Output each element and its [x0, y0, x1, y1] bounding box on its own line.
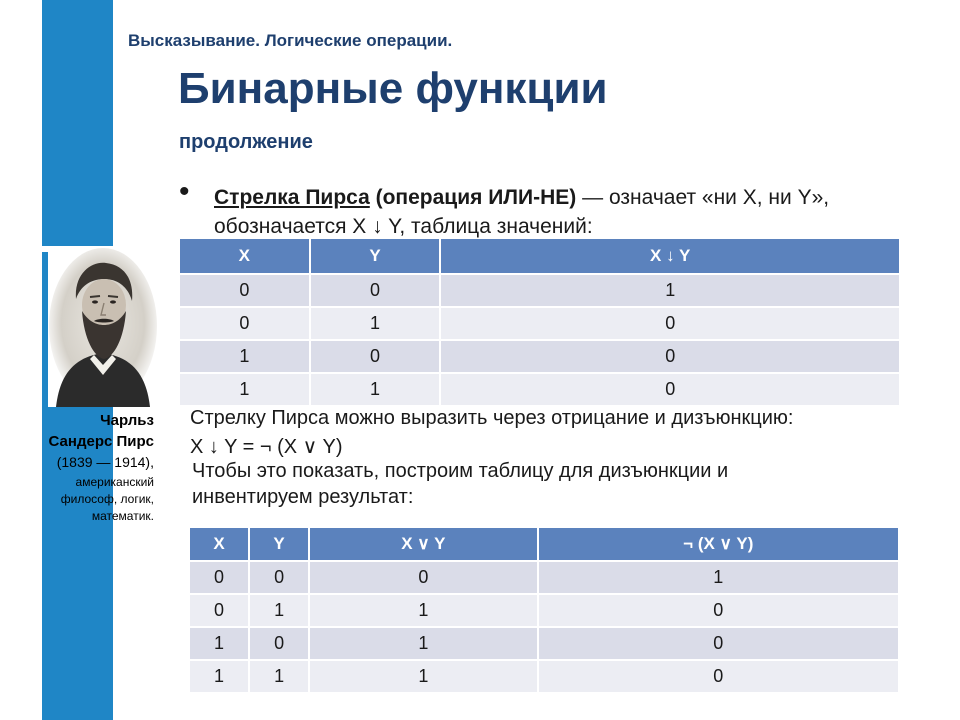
table-header-cell: X ∨ Y [310, 528, 537, 560]
table-cell: 0 [180, 275, 309, 306]
peirce-arrow-truth-table [178, 237, 901, 407]
table-row [180, 374, 899, 405]
table-header-row [180, 239, 899, 273]
table-cell: 0 [441, 341, 899, 372]
table-cell: 0 [311, 341, 440, 372]
table-cell: 1 [310, 661, 537, 692]
table-header-cell: X ↓ Y [441, 239, 899, 273]
proof-line-2: инвентируем результат: [192, 486, 414, 508]
table-cell: 1 [190, 628, 248, 659]
table-cell: 1 [311, 308, 440, 339]
table-cell: 1 [310, 628, 537, 659]
table-header-cell: ¬ (X ∨ Y) [539, 528, 898, 560]
table-header-cell: X [180, 239, 309, 273]
table-cell: 1 [539, 562, 898, 593]
page-subtitle: продолжение [179, 131, 313, 153]
table-header-cell: Y [250, 528, 308, 560]
disjunction-negation-truth-table [188, 526, 900, 694]
bullet-dot-icon: • [179, 175, 190, 208]
table-cell: 0 [250, 628, 308, 659]
table-cell: 0 [539, 595, 898, 626]
table-cell: 1 [190, 661, 248, 692]
table-cell: 1 [310, 595, 537, 626]
portrait-caption [46, 410, 154, 525]
table-cell: 0 [190, 595, 248, 626]
breadcrumb: Высказывание. Логические операции. [128, 31, 453, 50]
expression-line-1: Стрелку Пирса можно выразить через отрицание и дизъюнкцию: [190, 407, 794, 429]
table-cell: 0 [441, 308, 899, 339]
table-cell: 1 [180, 374, 309, 405]
table-row [190, 595, 898, 626]
table-row [190, 628, 898, 659]
table-row [190, 661, 898, 692]
term-underlined: Стрелка Пирса [214, 186, 370, 209]
table-cell: 1 [180, 341, 309, 372]
caption-dates: (1839 — 1914), [56, 454, 154, 470]
table-cell: 0 [310, 562, 537, 593]
table-cell: 0 [539, 661, 898, 692]
page-title: Бинарные функции [178, 64, 608, 113]
proof-line-1: Чтобы это показать, построим таблицу для дизъюнкции и [192, 460, 729, 482]
table-cell: 0 [539, 628, 898, 659]
table-cell: 1 [250, 661, 308, 692]
table-cell: 1 [311, 374, 440, 405]
table-cell: 1 [250, 595, 308, 626]
table-header-cell: X [190, 528, 248, 560]
table-row [180, 275, 899, 306]
table-cell: 0 [190, 562, 248, 593]
table-header-cell: Y [311, 239, 440, 273]
caption-name: Чарльз Сандерс Пирс [48, 412, 154, 450]
definition-text: — означает «ни X, ни Y», обозначается X ↓ Y, таблица значений: [214, 186, 830, 238]
table-cell: 0 [311, 275, 440, 306]
definition-paragraph [214, 183, 954, 241]
expression-paragraph [190, 404, 793, 462]
table-row [180, 341, 899, 372]
table-row [180, 308, 899, 339]
table-row [190, 562, 898, 593]
term-rest: (операция ИЛИ-НЕ) [369, 186, 577, 209]
table-header-row [190, 528, 898, 560]
caption-description: американский философ, логик, математик. [60, 475, 154, 523]
term [214, 186, 576, 209]
table-cell: 0 [441, 374, 899, 405]
formula-line: X ↓ Y = ¬ (X ∨ Y) [190, 436, 343, 458]
table-cell: 0 [250, 562, 308, 593]
portrait-image [48, 247, 158, 407]
table-cell: 1 [441, 275, 899, 306]
proof-paragraph [192, 458, 728, 510]
table-cell: 0 [180, 308, 309, 339]
